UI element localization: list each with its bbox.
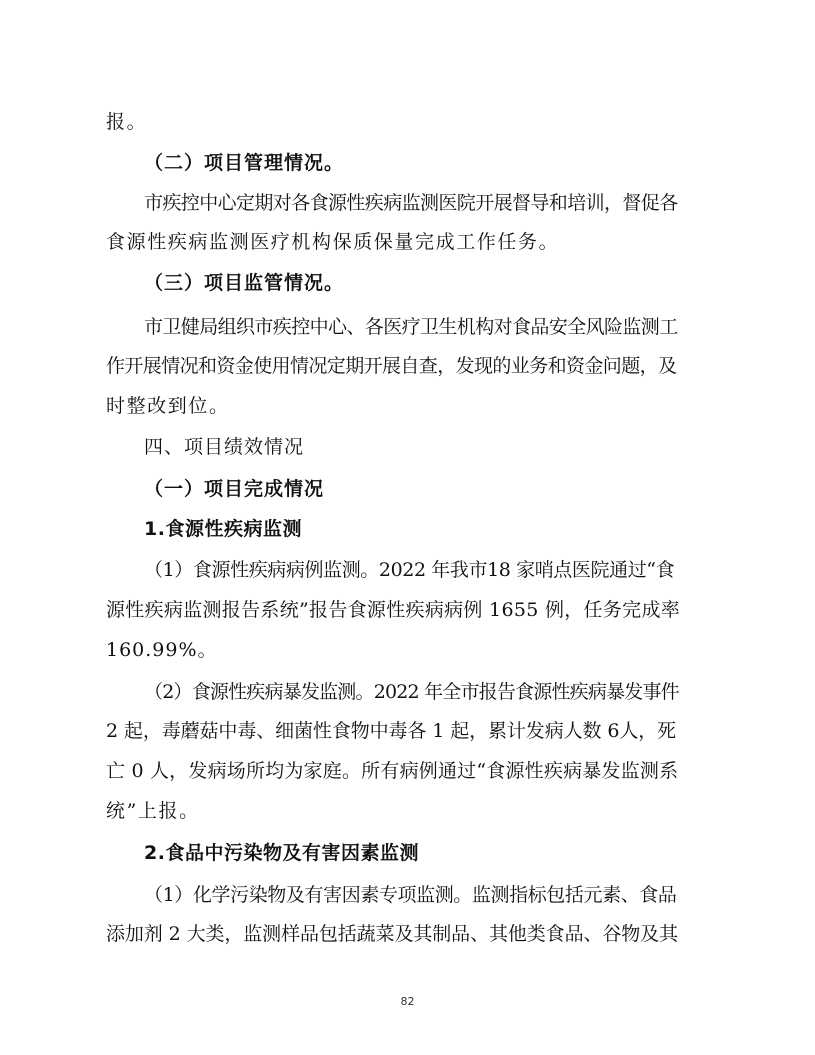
subsection-heading: 1.食源性疾病监测 — [144, 518, 302, 540]
paragraph-line: 作开展情况和资金使用情况定期开展自查，发现的业务和资金问题，及 — [106, 355, 677, 377]
paragraph-line: 市卫健局组织市疾控中心、各医疗卫生机构对食品安全风险监测工 — [144, 316, 678, 338]
chapter-heading: 四、项目绩效情况 — [144, 436, 305, 458]
paragraph-line: 亡 0 人，发病场所均为家庭。所有病例通过“食源性疾病暴发监测系 — [106, 760, 679, 782]
paragraph-line: （1）化学污染物及有害因素专项监测。监测指标包括元素、食品 — [144, 884, 677, 906]
paragraph-line: 市疾控中心定期对各食源性疾病监测医院开展督导和培训，督促各 — [144, 192, 678, 214]
paragraph-line: 160.99%。 — [106, 639, 218, 661]
paragraph-line: （2）食源性疾病暴发监测。2022 年全市报告食源性疾病暴发事件 — [144, 681, 679, 703]
paragraph-line: 添加剂 2 大类，监测样品包括蔬菜及其制品、其他类食品、谷物及其 — [106, 923, 678, 945]
paragraph-line: 源性疾病监测报告系统”报告食源性疾病病例 1655 例，任务完成率 — [106, 599, 681, 621]
section-heading: （二）项目管理情况。 — [144, 152, 345, 174]
paragraph-line: 统”上报。 — [106, 800, 200, 822]
page-number: 82 — [400, 995, 415, 1008]
subsection-heading: 2.食品中污染物及有害因素监测 — [144, 842, 419, 864]
paragraph-line: 2 起，毒蘑菇中毒、细菌性食物中毒各 1 起，累计发病人数 6人，死 — [106, 720, 677, 742]
section-heading: （一）项目完成情况 — [144, 478, 325, 500]
paragraph-line: （1）食源性疾病病例监测。2022 年我市18 家哨点医院通过“食 — [144, 559, 675, 581]
paragraph-line: 时整改到位。 — [106, 395, 230, 417]
paragraph-line: 报。 — [106, 111, 148, 133]
paragraph-line: 食源性疾病监测医疗机构保质保量完成工作任务。 — [106, 231, 560, 253]
section-heading: （三）项目监管情况。 — [144, 272, 345, 294]
